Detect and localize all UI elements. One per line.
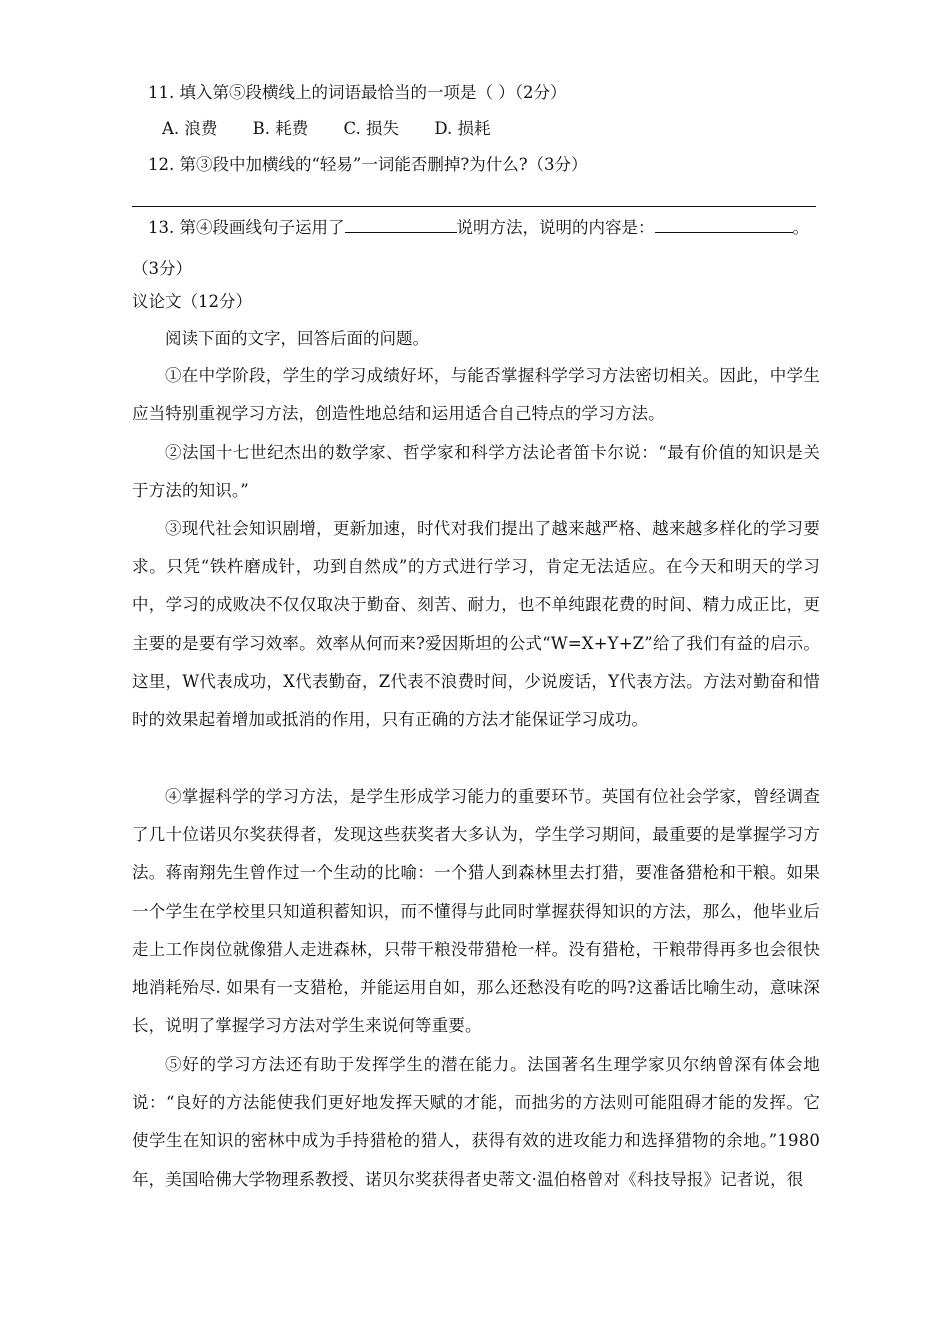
option-d: D. 损耗 <box>434 119 491 138</box>
question-11: 11. 填入第⑤段横线上的词语最恰当的一项是（ ）（2分） <box>148 83 567 102</box>
question-13 <box>148 216 809 239</box>
section-title: 议论文（12分） <box>132 292 252 311</box>
question-13-suffix: 。 <box>792 218 809 237</box>
paragraph-2: ②法国十七世纪杰出的数学家、哲学家和科学方法论者笛卡尔说：“最有价值的知识是关于方法的知识。” <box>132 443 820 501</box>
question-11-options <box>162 118 520 140</box>
question-13-prefix: 13. 第④段画线句子运用了 <box>148 218 345 237</box>
question-13-score: （3分） <box>132 259 192 278</box>
paragraph-3: ③现代社会知识剧增，更新加速，时代对我们提出了越来越严格、越来越多样化的学习要求。只凭“铁杵磨成针，功到自然成”的方式进行学习，肯定无法适应。在今天和明天的学习中，学习的成败决不仅仅取决于勤奋、刻苦、耐力，也不单纯跟花费的时间、精力成正比，更主要的是要有学习效率。效率从何而来?爱因斯坦的公式“W=X+Y+Z”给了我们有益的启示。这里，W代表成功，X代表勤奋，Z代表不浪费时间，少说废话，Y代表方法。方法对勤奋和惜时的效果起着增加或抵消的作用，只有正确的方法才能保证学习成功。 <box>132 519 820 730</box>
instruction: 阅读下面的文字，回答后面的问题。 <box>165 329 429 348</box>
paragraph-1: ①在中学阶段，学生的学习成绩好坏，与能否掌握科学学习方法密切相关。因此，中学生应当特别重视学习方法，创造性地总结和运用适合自己特点的学习方法。 <box>132 366 820 424</box>
option-a: A. 浪费 <box>162 119 218 138</box>
option-c: C. 损失 <box>343 119 400 138</box>
answer-line <box>132 206 816 207</box>
blank-content <box>655 216 793 233</box>
question-13-middle: 说明方法，说明的内容是： <box>456 218 655 237</box>
paragraph-5: ⑤好的学习方法还有助于发挥学生的潜在能力。法国著名生理学家贝尔纳曾深有体会地说：“良好的方法能使我们更好地发挥天赋的才能，而拙劣的方法则可能阻碍才能的发挥。它使学生在知识的密林中成为手持猎枪的猎人，获得有效的进攻能力和选择猎物的余地。”1980年，美国哈佛大学物理系教授、诺贝尔奖获得者史蒂文·温伯格曾对《科技导报》记者说，很 <box>132 1055 820 1189</box>
blank-method <box>345 216 457 233</box>
paragraph-4: ④掌握科学的学习方法，是学生形成学习能力的重要环节。英国有位社会学家，曾经调查了几十位诺贝尔奖获得者，发现这些获奖者大多认为，学生学习期间，最重要的是掌握学习方法。蒋南翔先生曾作过一个生动的比喻：一个猎人到森林里去打猎，要准备猎枪和干粮。如果一个学生在学校里只知道积蓄知识，而不懂得与此同时掌握获得知识的方法，那么，他毕业后走上工作岗位就像猎人走进森林，只带干粮没带猎枪一样。没有猎枪，干粮带得再多也会很快地消耗殆尽. 如果有一支猎枪，并能运用自如，那么还愁没有吃的吗?这番话比喻生动，意味深长，说明了掌握学习方法对学生来说何等重要。 <box>132 787 820 1036</box>
question-12: 12. 第③段中加横线的“轻易”一词能否删掉?为什么?（3分） <box>148 155 588 174</box>
option-b: B. 耗费 <box>252 119 309 138</box>
